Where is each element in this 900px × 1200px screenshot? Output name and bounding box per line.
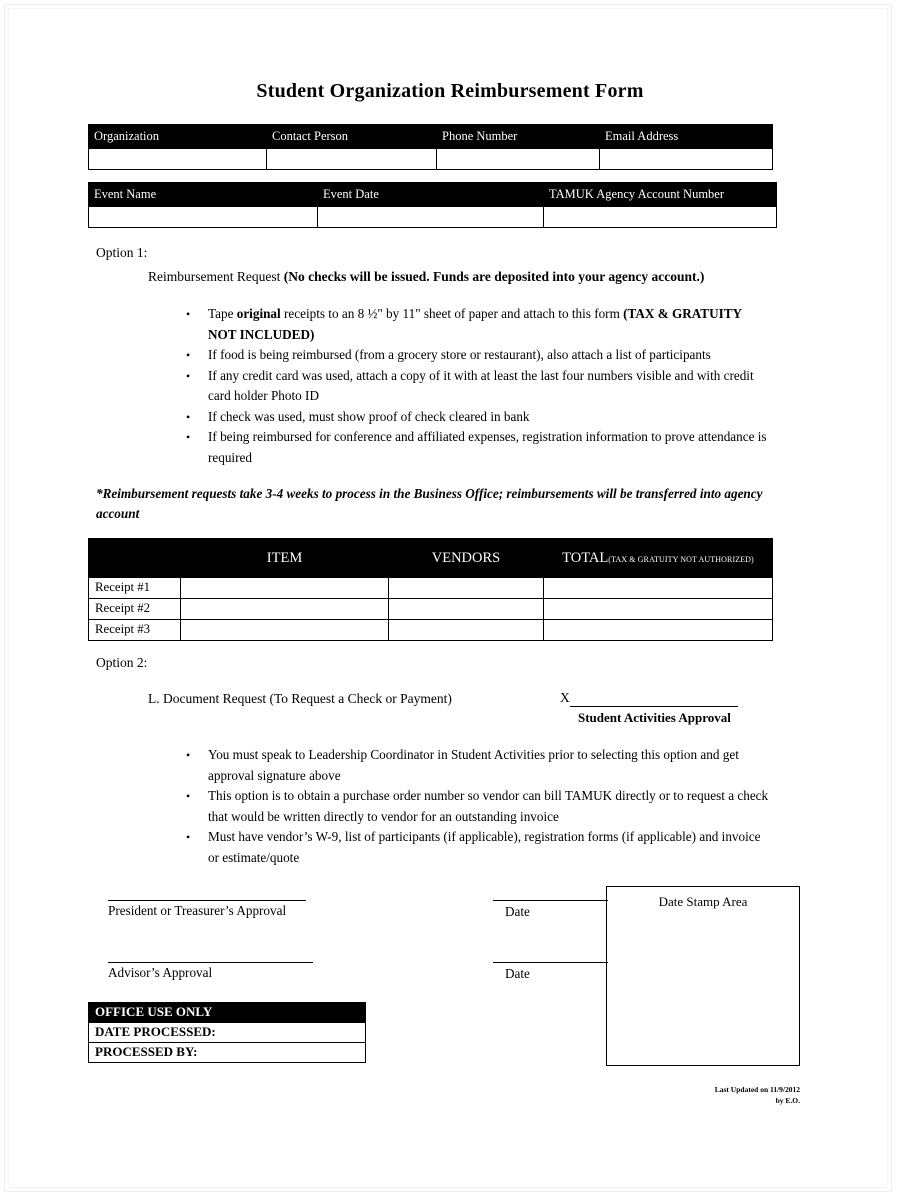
column-header-vendors: VENDORS — [389, 539, 544, 578]
list-item-text: If being reimbursed for conference and affiliated expenses, registration information to prove attendance is required — [208, 429, 767, 465]
receipt-row-label: Receipt #3 — [89, 620, 181, 641]
list-item — [186, 786, 772, 827]
table-header-row — [89, 125, 773, 149]
processing-time-note: *Reimbursement requests take 3-4 weeks to process in the Business Office; reimbursements will be transferred into agency account — [96, 486, 763, 521]
option-2-label: Option 2: — [96, 655, 148, 670]
list-item — [186, 427, 772, 468]
column-header-tamuk-agency-account-number: TAMUK Agency Account Number — [544, 183, 777, 207]
student-activities-approval-signature-line[interactable] — [570, 706, 738, 707]
field-item[interactable] — [181, 620, 389, 641]
column-header-total — [544, 539, 773, 578]
president-treasurer-signature-line[interactable] — [108, 900, 306, 901]
student-activities-approval-caption: Student Activities Approval — [578, 710, 731, 725]
table-row — [89, 578, 773, 599]
list-item — [186, 304, 772, 345]
column-header-item: ITEM — [181, 539, 389, 578]
president-treasurer-approval-label: President or Treasurer’s Approval — [108, 903, 287, 918]
field-total[interactable] — [544, 599, 773, 620]
field-tamuk-agency-account-number[interactable] — [544, 207, 777, 228]
advisor-approval-label: Advisor’s Approval — [108, 965, 213, 980]
receipts-table — [88, 538, 773, 641]
field-processed-by[interactable]: PROCESSED BY: — [89, 1043, 366, 1063]
table-row — [89, 207, 777, 228]
page-title: Student Organization Reimbursement Form — [256, 80, 644, 102]
office-use-only-title: OFFICE USE ONLY — [89, 1003, 366, 1023]
option-2-heading: L. Document Request (To Request a Check or Payment) — [148, 691, 452, 706]
field-total[interactable] — [544, 578, 773, 599]
list-item-text: This option is to obtain a purchase order number so vendor can bill TAMUK directly or to request a check that would be written directly to vendor for an outstanding invoice — [208, 788, 769, 824]
column-header-blank — [89, 539, 181, 578]
date-label-2: Date — [505, 966, 530, 981]
table-header-row — [89, 183, 777, 207]
option-1-bullet-list — [168, 304, 772, 468]
contact-info-table — [88, 124, 773, 170]
column-header-event-date: Event Date — [318, 183, 544, 207]
table-row — [89, 620, 773, 641]
list-item-text: If food is being reimbursed (from a grocery store or restaurant), also attach a list of participants — [208, 347, 711, 362]
field-date-processed[interactable]: DATE PROCESSED: — [89, 1023, 366, 1043]
field-event-date[interactable] — [318, 207, 544, 228]
list-item-text: If any credit card was used, attach a copy of it with at least the last four numbers visible and with credit card holder Photo ID — [208, 367, 754, 403]
field-item[interactable] — [181, 599, 389, 620]
list-item — [186, 366, 772, 407]
option-1-heading-plain: Reimbursement Request — [148, 269, 284, 284]
option-2-bullet-list — [168, 745, 772, 868]
list-item-text: receipts to an 8 ½" by 11" sheet of paper and attach to this form — [280, 306, 624, 321]
date-label-1: Date — [505, 904, 530, 919]
date-line-2[interactable] — [493, 962, 608, 963]
list-item-text: (TAX & GRATUITY NOT INCLUDED) — [208, 306, 742, 342]
event-info-table — [88, 182, 777, 228]
signature-x-marker: X — [560, 690, 570, 705]
list-item — [186, 407, 772, 428]
table-header-row — [89, 539, 773, 578]
office-use-row — [89, 1023, 366, 1043]
field-phone-number[interactable] — [437, 149, 600, 170]
receipt-row-label: Receipt #1 — [89, 578, 181, 599]
column-header-contact-person: Contact Person — [267, 125, 437, 149]
column-header-total-note: (TAX & GRATUITY NOT AUTHORIZED) — [608, 554, 754, 564]
column-header-organization: Organization — [89, 125, 267, 149]
list-item — [186, 745, 772, 786]
column-header-total-main: TOTAL — [562, 549, 609, 566]
list-item-text: Must have vendor’s W-9, list of participants (if applicable), registration forms (if applicable) and invoice or estimate/quote — [208, 829, 761, 865]
field-vendors[interactable] — [389, 599, 544, 620]
option-1-heading — [148, 269, 788, 285]
field-item[interactable] — [181, 578, 389, 599]
advisor-signature-line[interactable] — [108, 962, 313, 963]
list-item — [186, 827, 772, 868]
list-item-text: You must speak to Leadership Coordinator in Student Activities prior to selecting this option and get approval signature above — [208, 747, 739, 783]
list-item-text: If check was used, must show proof of check cleared in bank — [208, 408, 530, 424]
field-contact-person[interactable] — [267, 149, 437, 170]
receipts-table-body — [89, 578, 773, 641]
column-header-email-address: Email Address — [600, 125, 773, 149]
date-line-1[interactable] — [493, 900, 608, 901]
footer-line-1: Last Updated on 11/9/2012 — [714, 1085, 800, 1094]
field-email-address[interactable] — [600, 149, 773, 170]
field-event-name[interactable] — [89, 207, 318, 228]
date-stamp-area-box — [606, 886, 800, 1066]
office-use-title-row — [89, 1003, 366, 1023]
list-item — [186, 345, 772, 366]
option-1-label: Option 1: — [96, 245, 148, 260]
footer-line-2: by E.O. — [775, 1096, 800, 1105]
receipt-row-label: Receipt #2 — [89, 599, 181, 620]
footer-last-updated — [600, 1084, 800, 1106]
field-vendors[interactable] — [389, 578, 544, 599]
field-organization[interactable] — [89, 149, 267, 170]
field-vendors[interactable] — [389, 620, 544, 641]
column-header-phone-number: Phone Number — [437, 125, 600, 149]
office-use-row — [89, 1043, 366, 1063]
field-total[interactable] — [544, 620, 773, 641]
date-stamp-area-label: Date Stamp Area — [658, 894, 748, 909]
table-row — [89, 149, 773, 170]
column-header-event-name: Event Name — [89, 183, 318, 207]
office-use-only-table — [88, 1002, 366, 1063]
table-row — [89, 599, 773, 620]
option-1-heading-bold: (No checks will be issued. Funds are deposited into your agency account.) — [283, 269, 705, 284]
list-item-text: Tape — [208, 306, 237, 321]
list-item-text: original — [236, 306, 281, 321]
